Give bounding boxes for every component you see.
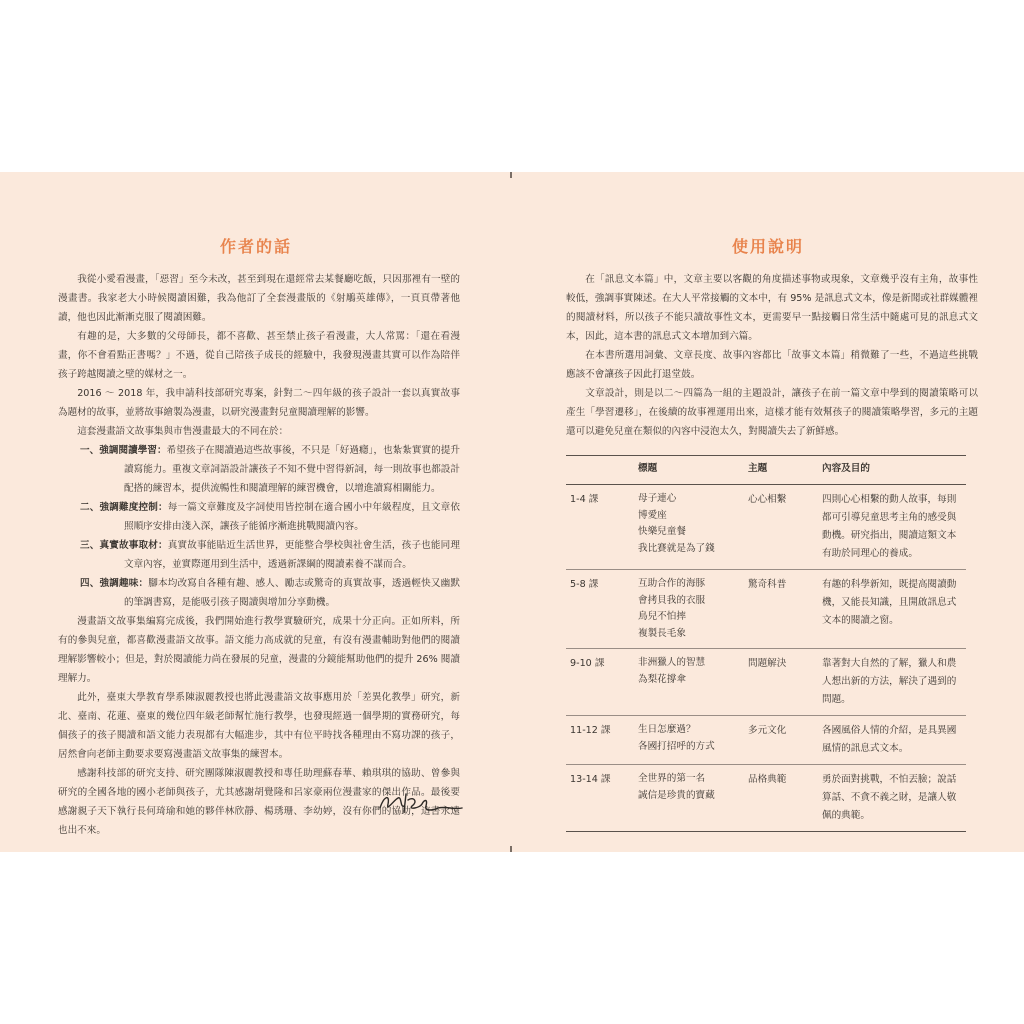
lesson-range: 11-12 課 <box>566 716 634 765</box>
paragraph: 漫畫語文故事集編寫完成後，我們開始進行教學實驗研究，成果十分正向。正如所料，所有的參與兒童，都喜歡漫畫語文故事。語文能力高成就的兒童，有沒有漫畫輔助對他們的閱讀理解影響較小；但是，對於閱讀能力尚在發展的兒童，漫畫的分鏡能幫助他們的提升 26% 閱讀理解力。 <box>58 616 460 684</box>
paragraph: 在「訊息文本篇」中，文章主要以客觀的角度描述事物或現象，文章幾乎沒有主角，故事性較低，強調事實陳述。在大人平常接觸的文本中，有 95% 是訊息式文本，像是新聞或社群媒體裡的閱讀材料，所以孩子不能只讀故事性文本，更需要早一點接觸日常生活中隨處可見的訊息式文本，因此，這本書的訊息式文本增加到六篇。 <box>566 274 978 342</box>
paragraph: 2016 ～ 2018 年，我申請科技部研究專案，針對二～四年級的孩子設計一套以真實故事為題材的故事，並將故事繪製為漫畫，以研究漫畫對兒童閱讀理解的影響。 <box>58 388 460 418</box>
lesson-title: 非洲獵人的智慧 <box>638 657 706 668</box>
lesson-title: 各國打招呼的方式 <box>638 740 715 752</box>
column-header <box>566 456 634 485</box>
lesson-range: 9-10 課 <box>566 649 634 716</box>
list-item-text: 真實故事能貼近生活世界，更能整合學校與社會生活，孩子也能同理文章內容，並實際運用到生活中，透過新課綱的閱讀素養不謀而合。 <box>124 540 461 570</box>
list-item <box>80 574 460 612</box>
paragraph: 有趣的是，大多數的父母師長，都不喜歡、甚至禁止孩子看漫畫，大人常罵：「還在看漫畫，你不會看點正書嗎？」不過，從自己陪孩子成長的經驗中，我發現漫畫其實可以作為陪伴孩子跨越閱讀之壁的媒材之一。 <box>58 331 460 380</box>
purpose: 靠著對大自然的了解，獵人和農人想出新的方法，解決了遇到的問題。 <box>818 649 966 716</box>
column-header: 標題 <box>634 456 744 485</box>
lesson-title: 母子連心 <box>638 493 677 504</box>
lesson-title: 誠信是珍貴的寶藏 <box>638 789 715 801</box>
column-header: 主題 <box>744 456 818 485</box>
lesson-title: 互助合作的海豚 <box>638 578 706 589</box>
theme: 驚奇科普 <box>744 570 818 649</box>
usage-guide-body <box>566 270 978 441</box>
page-title: 使用說明 <box>731 237 804 256</box>
lesson-table <box>566 455 966 832</box>
paragraph: 在本書所選用詞彙、文章長度、故事內容都比「故事文本篇」稍微難了一些，不過這些挑戰應該不會讓孩子因此打退堂鼓。 <box>566 350 978 380</box>
table-row <box>566 485 966 570</box>
table-header-row <box>566 456 966 485</box>
feature-list <box>58 441 460 612</box>
table-row <box>566 649 966 716</box>
theme: 品格典範 <box>744 765 818 832</box>
list-item <box>80 498 460 536</box>
lesson-title: 複製長毛象 <box>638 627 686 639</box>
lesson-title: 我比賽就是為了錢 <box>638 542 715 554</box>
book-spread <box>0 172 1024 852</box>
paragraph: 此外，臺東大學教育學系陳淑麗教授也將此漫畫語文故事應用於「差異化教學」研究，新北、臺南、花蓮、臺東的幾位四年級老師幫忙施行教學，也發現經過一個學期的實務研究，每個孩子的孩子閱讀和語文能力表現都有大幅進步，其中有位平時找各種理由不寫功課的孩子，居然會向老師主動要求要寫漫畫語文故事集的練習本。 <box>58 692 460 760</box>
column-header: 內容及目的 <box>818 456 966 485</box>
list-item-text: 腳本均改寫自各種有趣、感人、勵志或驚奇的真實故事，透過輕快又幽默的筆調書寫，是能吸引孩子閱讀與增加分享動機。 <box>124 578 461 608</box>
table-row <box>566 716 966 765</box>
lesson-range: 13-14 課 <box>566 765 634 832</box>
lesson-title: 博愛座 <box>638 509 667 521</box>
signature-scribble-icon <box>374 786 464 822</box>
paragraph: 感謝科技部的研究支持、研究團隊陳淑麗教授和專任助理蘇春華、賴琪琪的協助、曾參與研究的全國各地的國小老師與孩子，尤其感謝胡覺隆和呂家豪兩位漫畫家的傑出作品。最後要感謝親子天下執行長何琦瑜和她的夥伴林欣靜、楊琇珊、李幼婷，沒有你們的協助，這書永遠也出不來。 <box>58 768 460 836</box>
paragraph: 文章設計，則是以二～四篇為一組的主題設計，讓孩子在前一篇文章中學到的閱讀策略可以產生「學習遷移」，在後續的故事裡運用出來，這樣才能有效幫孩子的閱讀策略學習，多元的主題還可以避免兒童在類似的內容中浸泡太久，對閱讀失去了新鮮感。 <box>566 388 978 437</box>
title-list <box>634 485 744 570</box>
purpose: 勇於面對挑戰，不怕丟臉；說話算話、不貪不義之財，是讓人敬佩的典範。 <box>818 765 966 832</box>
author-note-body <box>58 270 460 840</box>
list-item <box>80 441 460 498</box>
list-item-label: 一、強調閱讀學習： <box>80 445 167 456</box>
page-title: 作者的話 <box>219 237 292 256</box>
table-row <box>566 570 966 649</box>
list-item-text: 每一篇文章難度及字詞使用皆控制在適合國小中年級程度，且文章依照順序安排由淺入深，讓孩子能循序漸進挑戰閱讀內容。 <box>124 502 461 532</box>
title-list <box>634 570 744 649</box>
theme: 心心相繫 <box>744 485 818 570</box>
lesson-range: 1-4 課 <box>566 485 634 570</box>
left-page <box>0 172 512 852</box>
lesson-title: 會拷貝我的衣服 <box>638 594 706 606</box>
title-list <box>634 716 744 765</box>
theme: 問題解決 <box>744 649 818 716</box>
lesson-title: 生日怎麼過？ <box>638 724 696 735</box>
table-row <box>566 765 966 832</box>
paragraph: 我從小愛看漫畫，「惡習」至今未改，甚至到現在還經常去某餐廳吃飯，只因那裡有一壁的漫畫書。我家老大小時候閱讀困難，我為他訂了全套漫畫版的《射鵰英雄傳》，一頁頁帶著他讀，他也因此漸漸克服了閱讀困難。 <box>58 274 460 323</box>
list-item-text: 希望孩子在閱讀過這些故事後，不只是「好過癮」，也紮紮實實的提升讀寫能力。重複文章詞語設計讓孩子不知不覺中習得新詞，每一則故事也都設計配搭的練習本，提供流暢性和閱讀理解的練習機會，以增進讀寫相關能力。 <box>124 445 461 494</box>
lesson-title: 快樂兒童餐 <box>638 526 686 537</box>
list-item <box>80 536 460 574</box>
list-item-label: 二、強調難度控制： <box>80 502 168 513</box>
purpose: 有趣的科學新知，既提高閱讀動機，又能長知識，且開啟訊息式文本的閱讀之窗。 <box>818 570 966 649</box>
lesson-title: 鳥兒不怕摔 <box>638 611 686 622</box>
lesson-range: 5-8 課 <box>566 570 634 649</box>
paragraph: 這套漫畫語文故事集與市售漫畫最大的不同在於： <box>77 426 289 437</box>
list-item-label: 三、真實故事取材： <box>80 540 168 551</box>
lesson-title: 為梨花撐傘 <box>638 673 686 685</box>
right-page <box>512 172 1024 852</box>
lesson-title: 全世界的第一名 <box>638 773 706 784</box>
title-list <box>634 649 744 716</box>
purpose: 四則心心相繫的動人故事，每則都可引導兒童思考主角的感受與動機。研究指出，閱讀這類文本有助於同理心的養成。 <box>818 485 966 570</box>
theme: 多元文化 <box>744 716 818 765</box>
purpose: 各國風俗人情的介紹，是具異國風情的訊息式文本。 <box>818 716 966 765</box>
list-item-label: 四、強調趣味： <box>80 578 149 589</box>
title-list <box>634 765 744 832</box>
